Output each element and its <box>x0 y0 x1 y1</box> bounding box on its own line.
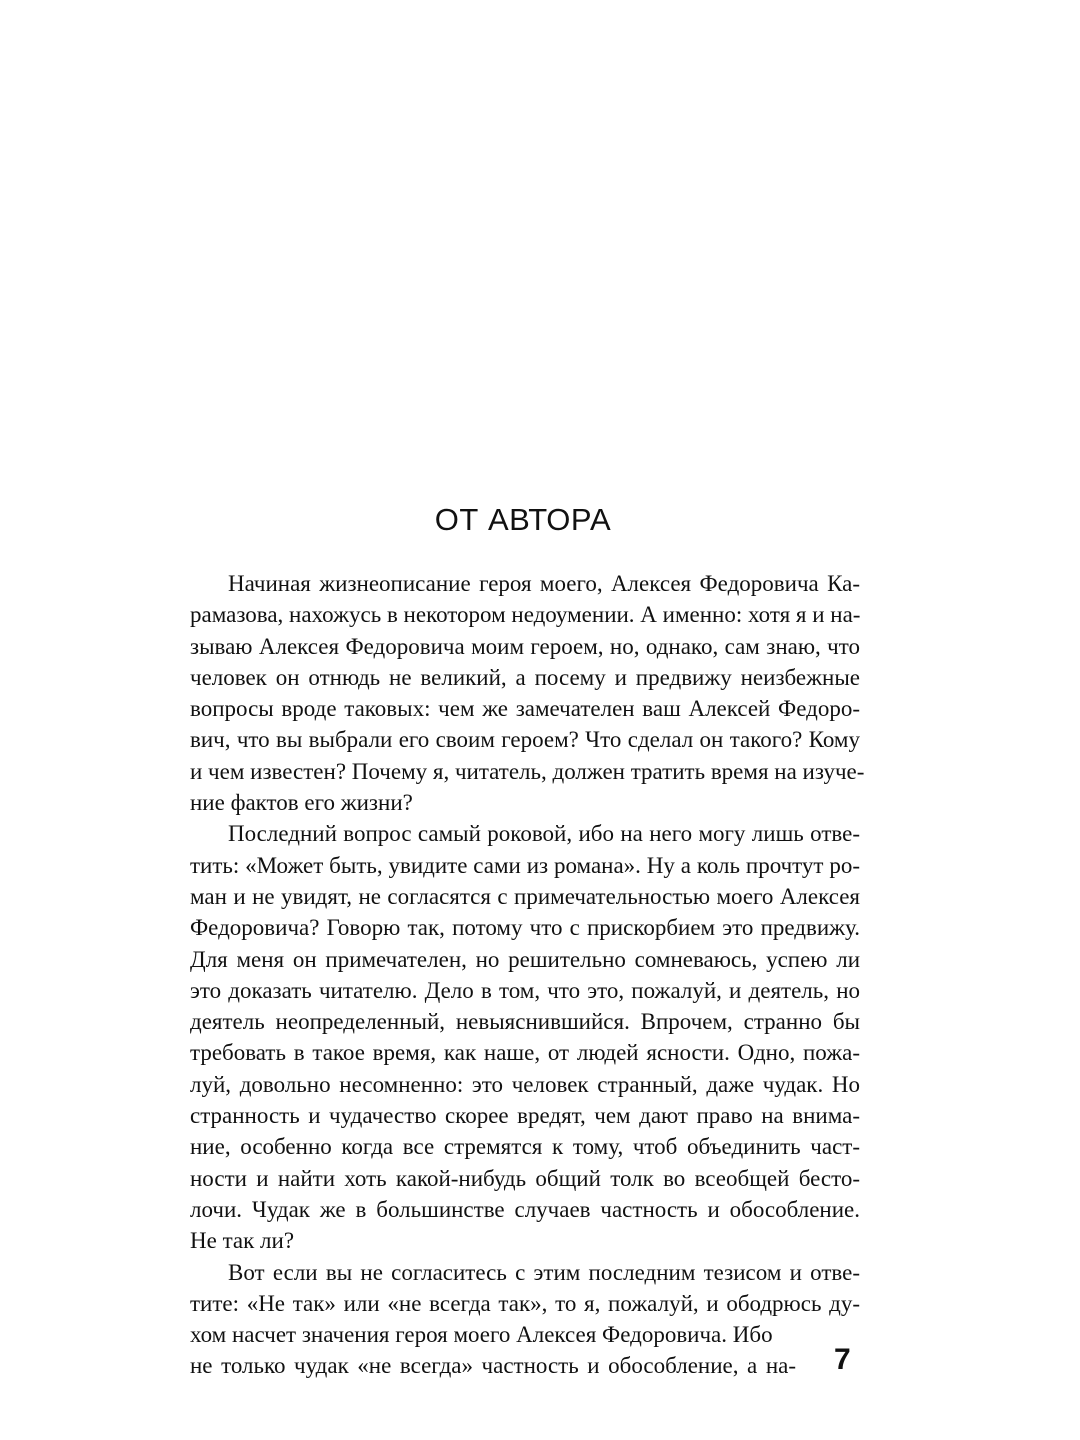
paragraph-1-line-4: человек он отнюдь не великий, а посему и предвижу неизбежные <box>190 664 860 690</box>
paragraph-1-line-7: и чем известен? Почему я, читатель, должен тратить время на изуче- <box>190 758 865 784</box>
paragraph-2-line-12: ности и найти хоть какой-нибудь общий толк во всеобщей бесто- <box>190 1165 860 1191</box>
paragraph-3-line-2: тите: «Не так» или «не всегда так», то я, пожалуй, и ободрюсь ду- <box>190 1290 860 1316</box>
paragraph-2-line-3: ман и не увидят, не согласятся с примечательностью моего Алексея <box>190 883 860 909</box>
paragraph-2-line-7: деятель неопределенный, невыяснившийся. Впрочем, странно бы <box>190 1009 860 1035</box>
paragraph-2-line-1: Последний вопрос самый роковой, ибо на него могу лишь отве- <box>228 821 860 847</box>
paragraph-2-line-13: лочи. Чудак же в большинстве случаев частность и обособление. <box>190 1196 860 1222</box>
paragraph-1-line-2: рамазова, нахожусь в некотором недоумении. А именно: хотя я и на- <box>190 602 861 628</box>
paragraph-2-line-9: луй, довольно несомненно: это человек странный, даже чудак. Но <box>190 1071 860 1097</box>
paragraph-2-line-14: Не так ли? <box>190 1228 295 1254</box>
paragraph-2-line-6: это доказать читателю. Дело в том, что это, пожалуй, и деятель, но <box>190 977 860 1003</box>
paragraph-3-line-1: Вот если вы не согласитесь с этим последним тезисом и отве- <box>228 1259 860 1285</box>
paragraph-1-line-8: ние фактов его жизни? <box>190 790 413 816</box>
paragraph-2-line-8: требовать в такое время, как наше, от людей ясности. Одно, пожа- <box>190 1040 860 1066</box>
chapter-title: ОТ АВТОРА <box>434 502 612 537</box>
paragraph-2-line-4: Федоровича? Говорю так, потому что с прискорбием это предвижу. <box>190 915 860 941</box>
paragraph-1-line-1: Начиная жизнеописание героя моего, Алексея Федоровича Ка- <box>228 571 860 596</box>
body-text <box>190 568 865 1382</box>
paragraph-2-line-10: странность и чудачество скорее вредят, чем дают право на внима- <box>190 1103 860 1129</box>
paragraph-2-line-2: тить: «Может быть, увидите сами из романа». Ну а коль прочтут ро- <box>190 852 860 878</box>
page-number: 7 <box>834 1343 851 1376</box>
paragraph-1-line-3: зываю Алексея Федоровича моим героем, но, однако, сам знаю, что <box>190 633 860 659</box>
paragraph-1-line-6: вич, что вы выбрали его своим героем? Что сделал он такого? Кому <box>190 727 860 753</box>
paragraph-3-line-4: не только чудак «не всегда» частность и обособление, а на- <box>190 1353 796 1379</box>
paragraph-3-line-3: хом насчет значения героя моего Алексея Федоровича. Ибо <box>190 1322 773 1348</box>
paragraph-2-line-11: ние, особенно когда все стремятся к тому, чтоб объединить част- <box>190 1134 860 1160</box>
paragraph-2-line-5: Для меня он примечателен, но решительно сомневаюсь, успею ли <box>190 946 860 972</box>
paragraph-1-line-5: вопросы вроде таковых: чем же замечателен ваш Алексей Федоро- <box>190 696 860 722</box>
